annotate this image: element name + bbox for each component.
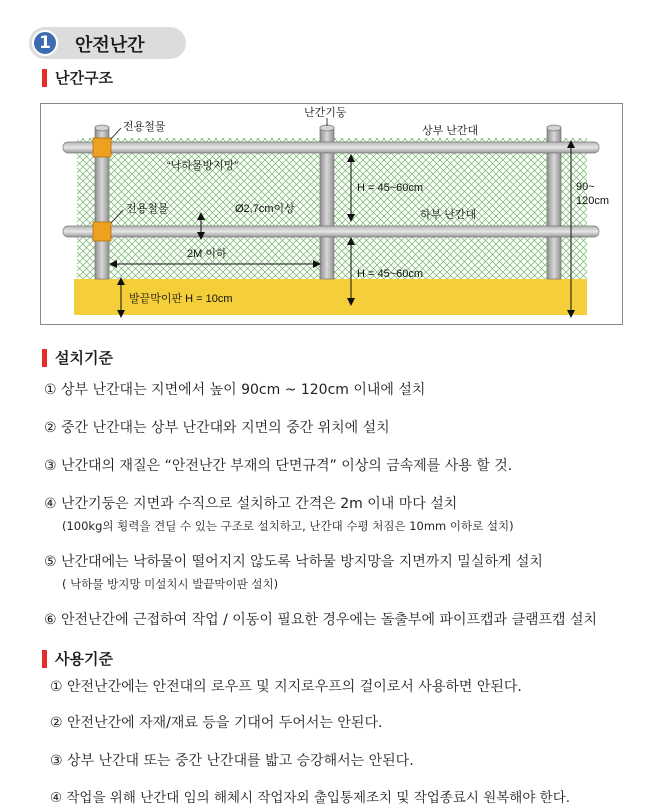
structure-heading [42, 67, 113, 88]
label-h-lower: H = 45~60cm [357, 268, 424, 280]
label-post: 난간기둥 [304, 107, 347, 119]
section-number-badge: 1 [32, 30, 58, 56]
install-item: ④ 난간기둥은 지면과 수직으로 설치하고 간격은 2m 이내 마다 설치 [44, 496, 458, 512]
install-item: ② 중간 난간대는 상부 난간대와 지면의 중간 위치에 설치 [44, 420, 390, 436]
install-item-note: (100kg의 횡력을 견딜 수 있는 구조로 설치하고, 난간대 수평 처짐은 10mm 이하로 설치) [62, 519, 514, 533]
usage-item: ④ 작업을 위해 난간대 임의 해체시 작업자외 출입통제조치 및 작업종료시 원복해야 한다. [50, 790, 571, 806]
railing-diagram [40, 103, 623, 325]
section-title-pill [29, 27, 186, 59]
label-top-rail: 상부 난간대 [422, 125, 479, 137]
top-rail [63, 142, 599, 153]
usage-item: ② 안전난간에 자재/재료 등을 기대어 두어서는 안된다. [50, 715, 383, 731]
page-title: 안전난간 [75, 35, 145, 56]
label-toeboard: 발끝막이판 H = 10cm [129, 293, 233, 305]
install-item: ⑥ 안전난간에 근접하여 작업 / 이동이 필요한 경우에는 돌출부에 파이프캡과 클램프캡 설치 [44, 612, 598, 628]
install-item: ① 상부 난간대는 지면에서 높이 90cm ~ 120cm 이내에 설치 [44, 382, 426, 398]
heading-marker [42, 69, 47, 87]
label-net: “낙하물방지망” [167, 160, 239, 172]
label-mid-rail: 하부 난간대 [420, 209, 477, 221]
heading-marker [42, 349, 47, 367]
install-item: ③ 난간대의 재질은 “안전난간 부재의 단면규격” 이상의 금속제를 사용 할 것. [44, 458, 513, 474]
structure-heading-text: 난간구조 [55, 69, 113, 87]
heading-marker [42, 650, 47, 668]
install-item-note: ( 낙하물 방지망 미설치시 발끝막이판 설치) [62, 577, 279, 591]
railing-diagram-svg [41, 104, 624, 326]
install-heading [42, 347, 113, 368]
usage-item: ③ 상부 난간대 또는 중간 난간대를 밟고 승강해서는 안된다. [50, 753, 414, 769]
usage-item: ① 안전난간에는 안전대의 로우프 및 지지로우프의 걸이로서 사용하면 안된다. [50, 679, 522, 695]
mid-rail [63, 226, 599, 237]
install-item: ⑤ 난간대에는 낙하물이 떨어지지 않도록 낙하물 방지망을 지면까지 밀실하게 설치 [44, 554, 543, 570]
label-spacing: 2M 이하 [187, 248, 227, 260]
label-total-height-2: 120cm [576, 195, 610, 207]
usage-heading-text: 사용기준 [55, 650, 113, 668]
label-clamp-top: 전용철물 [123, 121, 166, 133]
label-diameter: Ø2,7cm이상 [235, 203, 295, 215]
install-heading-text: 설치기준 [55, 349, 113, 367]
clamp-mid [93, 222, 111, 241]
label-clamp-mid: 전용철물 [126, 203, 169, 215]
clamp-top [93, 138, 111, 157]
label-h-upper: H = 45~60cm [357, 182, 424, 194]
usage-heading [42, 648, 113, 669]
label-total-height-1: 90~ [576, 181, 595, 193]
